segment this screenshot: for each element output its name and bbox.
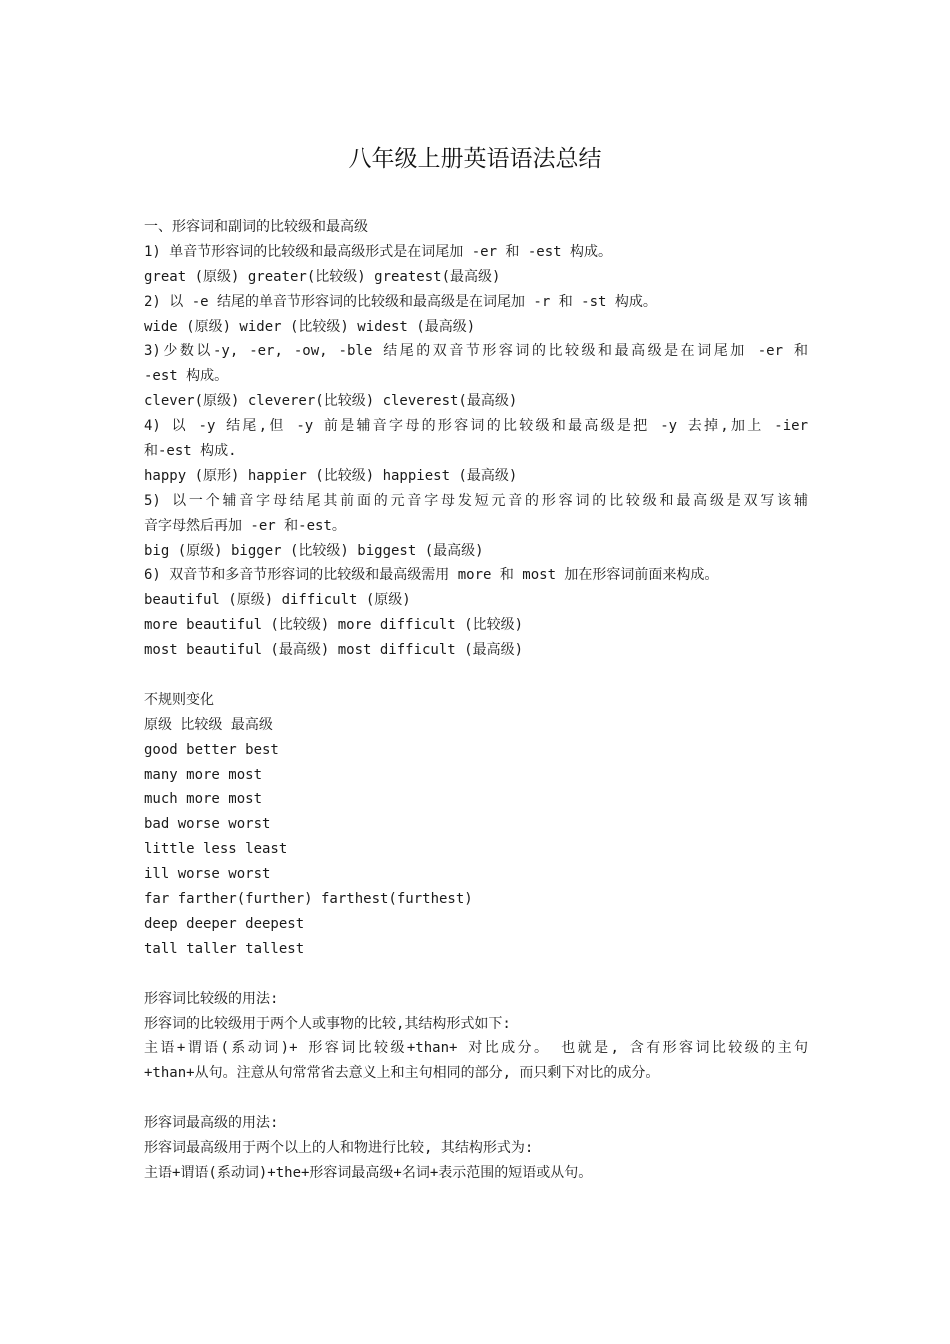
- text-line: 一、形容词和副词的比较级和最高级: [144, 219, 368, 235]
- text-line: 原级 比较级 最高级: [144, 716, 273, 733]
- text-line: 主语+谓语(系动词)+ 形容词比较级+than+ 对比成分。 也就是, 含有形容词比较级的主句: [144, 1040, 808, 1057]
- text-line: 主语+谓语(系动词)+the+形容词最高级+名词+表示范围的短语或从句。: [144, 1164, 593, 1181]
- text-line: -est 构成。: [144, 368, 229, 385]
- text-line: 2) 以 -e 结尾的单音节形容词的比较级和最高级是在词尾加 -r 和 -st 构成。: [144, 293, 657, 310]
- text-line: big (原级) bigger (比较级) biggest (最高级): [144, 542, 484, 559]
- text-line: great (原级) greater(比较级) greatest(最高级): [144, 268, 501, 285]
- text-line: many more most: [144, 766, 263, 783]
- text-line: bad worse worst: [144, 816, 271, 833]
- blank-line: [144, 962, 808, 987]
- text-line: 形容词最高级用于两个以上的人和物进行比较, 其结构形式为:: [144, 1139, 534, 1156]
- text-line: much more most: [144, 791, 263, 808]
- text-line: far farther(further) farthest(furthest): [144, 891, 473, 908]
- text-line: tall taller tallest: [144, 940, 305, 957]
- text-line: 5) 以一个辅音字母结尾其前面的元音字母发短元音的形容词的比较级和最高级是双写该辅: [144, 492, 808, 509]
- text-line: 音字母然后再加 -er 和-est。: [144, 517, 346, 534]
- text-line: deep deeper deepest: [144, 915, 305, 932]
- text-line: clever(原级) cleverer(比较级) cleverest(最高级): [144, 393, 518, 410]
- text-line: 和-est 构成.: [144, 443, 237, 460]
- text-line: wide (原级) wider (比较级) widest (最高级): [144, 318, 476, 335]
- text-line: good better best: [144, 741, 279, 758]
- text-line: more beautiful (比较级) more difficult (比较级): [144, 617, 524, 634]
- text-line: happy (原形) happier (比较级) happiest (最高级): [144, 467, 518, 484]
- text-line: little less least: [144, 841, 288, 858]
- text-line: 3)少数以-y, -er, -ow, -ble 结尾的双音节形容词的比较级和最高级是在词尾加 -er 和: [144, 343, 808, 360]
- document-title: 八年级上册英语语法总结: [348, 146, 602, 172]
- blank-line: [144, 663, 808, 688]
- text-line: ill worse worst: [144, 866, 271, 883]
- text-line: 形容词比较级的用法:: [144, 990, 279, 1007]
- text-line: beautiful (原级) difficult (原级): [144, 592, 411, 609]
- text-line: 4) 以 -y 结尾,但 -y 前是辅音字母的形容词的比较级和最高级是把 -y 去掉,加上 -ier: [144, 418, 808, 435]
- text-line: 形容词的比较级用于两个人或事物的比较,其结构形式如下:: [144, 1015, 511, 1032]
- text-line: most beautiful (最高级) most difficult (最高级): [144, 642, 524, 659]
- document-body: [144, 215, 808, 1186]
- text-line: 6) 双音节和多音节形容词的比较级和最高级需用 more 和 most 加在形容词前面来构成。: [144, 567, 719, 584]
- text-line: 不规则变化: [144, 691, 214, 708]
- text-line: +than+从句。注意从句常常省去意义上和主句相同的部分, 而只剩下对比的成分。: [144, 1065, 660, 1082]
- text-line: 形容词最高级的用法:: [144, 1115, 279, 1132]
- blank-line: [144, 1086, 808, 1111]
- text-line: 1) 单音节形容词的比较级和最高级形式是在词尾加 -er 和 -est 构成。: [144, 243, 613, 260]
